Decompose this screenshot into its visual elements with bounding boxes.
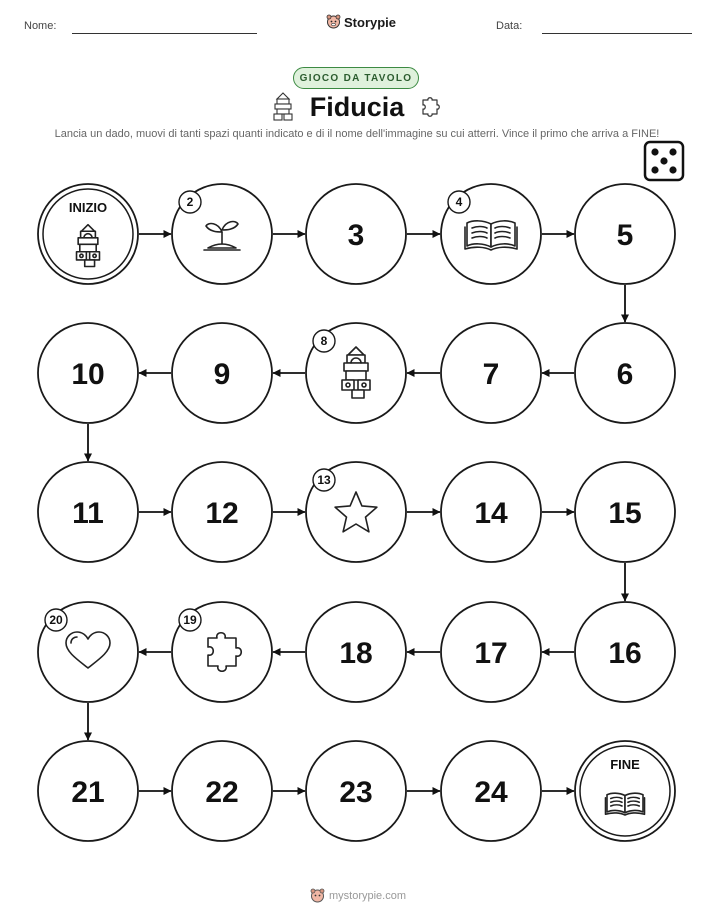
space-number: 14 [474,497,508,530]
start-label: INIZIO [68,200,108,215]
space-number: 11 [72,497,104,530]
board-space [575,184,675,284]
board-space [306,184,406,284]
board-space [172,323,272,423]
game-type-badge: GIOCO DA TAVOLO [293,67,419,89]
space-number: 17 [474,637,508,670]
space-number: 8 [320,334,328,348]
board-space [306,741,406,841]
space-number: 5 [616,219,634,252]
space-number: 24 [474,776,508,809]
board-space [441,184,541,284]
space-number: 3 [347,219,365,252]
space-number: 22 [205,776,239,809]
board-space [441,602,541,702]
space-number: 4 [455,195,463,209]
board-space [441,323,541,423]
space-number: 18 [339,637,373,670]
footer-url: mystorypie.com [329,890,407,902]
board-space [172,741,272,841]
board-space [575,602,675,702]
space-number: 2 [186,195,194,209]
space-number: 7 [482,358,500,391]
board-space [172,602,272,702]
space-number: 10 [71,358,105,391]
footer [310,888,406,904]
name-label: Nome: [24,20,57,32]
board-space [575,462,675,562]
board-space [38,323,138,423]
board-space [38,462,138,562]
space-number: 21 [71,776,105,809]
board-space [38,602,138,702]
finish-label: FINE [610,757,640,772]
board-space [441,741,541,841]
space-number: 16 [608,637,642,670]
puzzle-piece-icon [208,633,241,672]
brand-name: Storypie [344,14,397,30]
space-number: 13 [317,473,331,487]
space-number: 12 [205,497,239,530]
board-space [306,602,406,702]
space-number: 6 [616,358,634,391]
start-space [38,184,138,284]
space-number: 19 [183,613,197,627]
finish-space [575,741,675,841]
board-space [441,462,541,562]
board-space [38,741,138,841]
board-space [172,184,272,284]
board-space [306,462,406,562]
space-number: 23 [339,776,373,809]
toy-blocks-icon [77,225,100,267]
board-space [306,323,406,423]
space-number: 15 [608,497,642,530]
board-space [172,462,272,562]
instructions-text: Lancia un dado, muovi di tanti spazi quanti indicato e di il nome dell'immagine su cui atterri. Vince il primo che arriva a FINE! [54,128,660,140]
space-number: 20 [49,613,63,627]
date-label: Data: [496,20,523,32]
page-title: Fiducia [309,92,405,122]
space-number: 9 [213,358,231,391]
mascot-icon [310,888,325,904]
board-space [575,323,675,423]
